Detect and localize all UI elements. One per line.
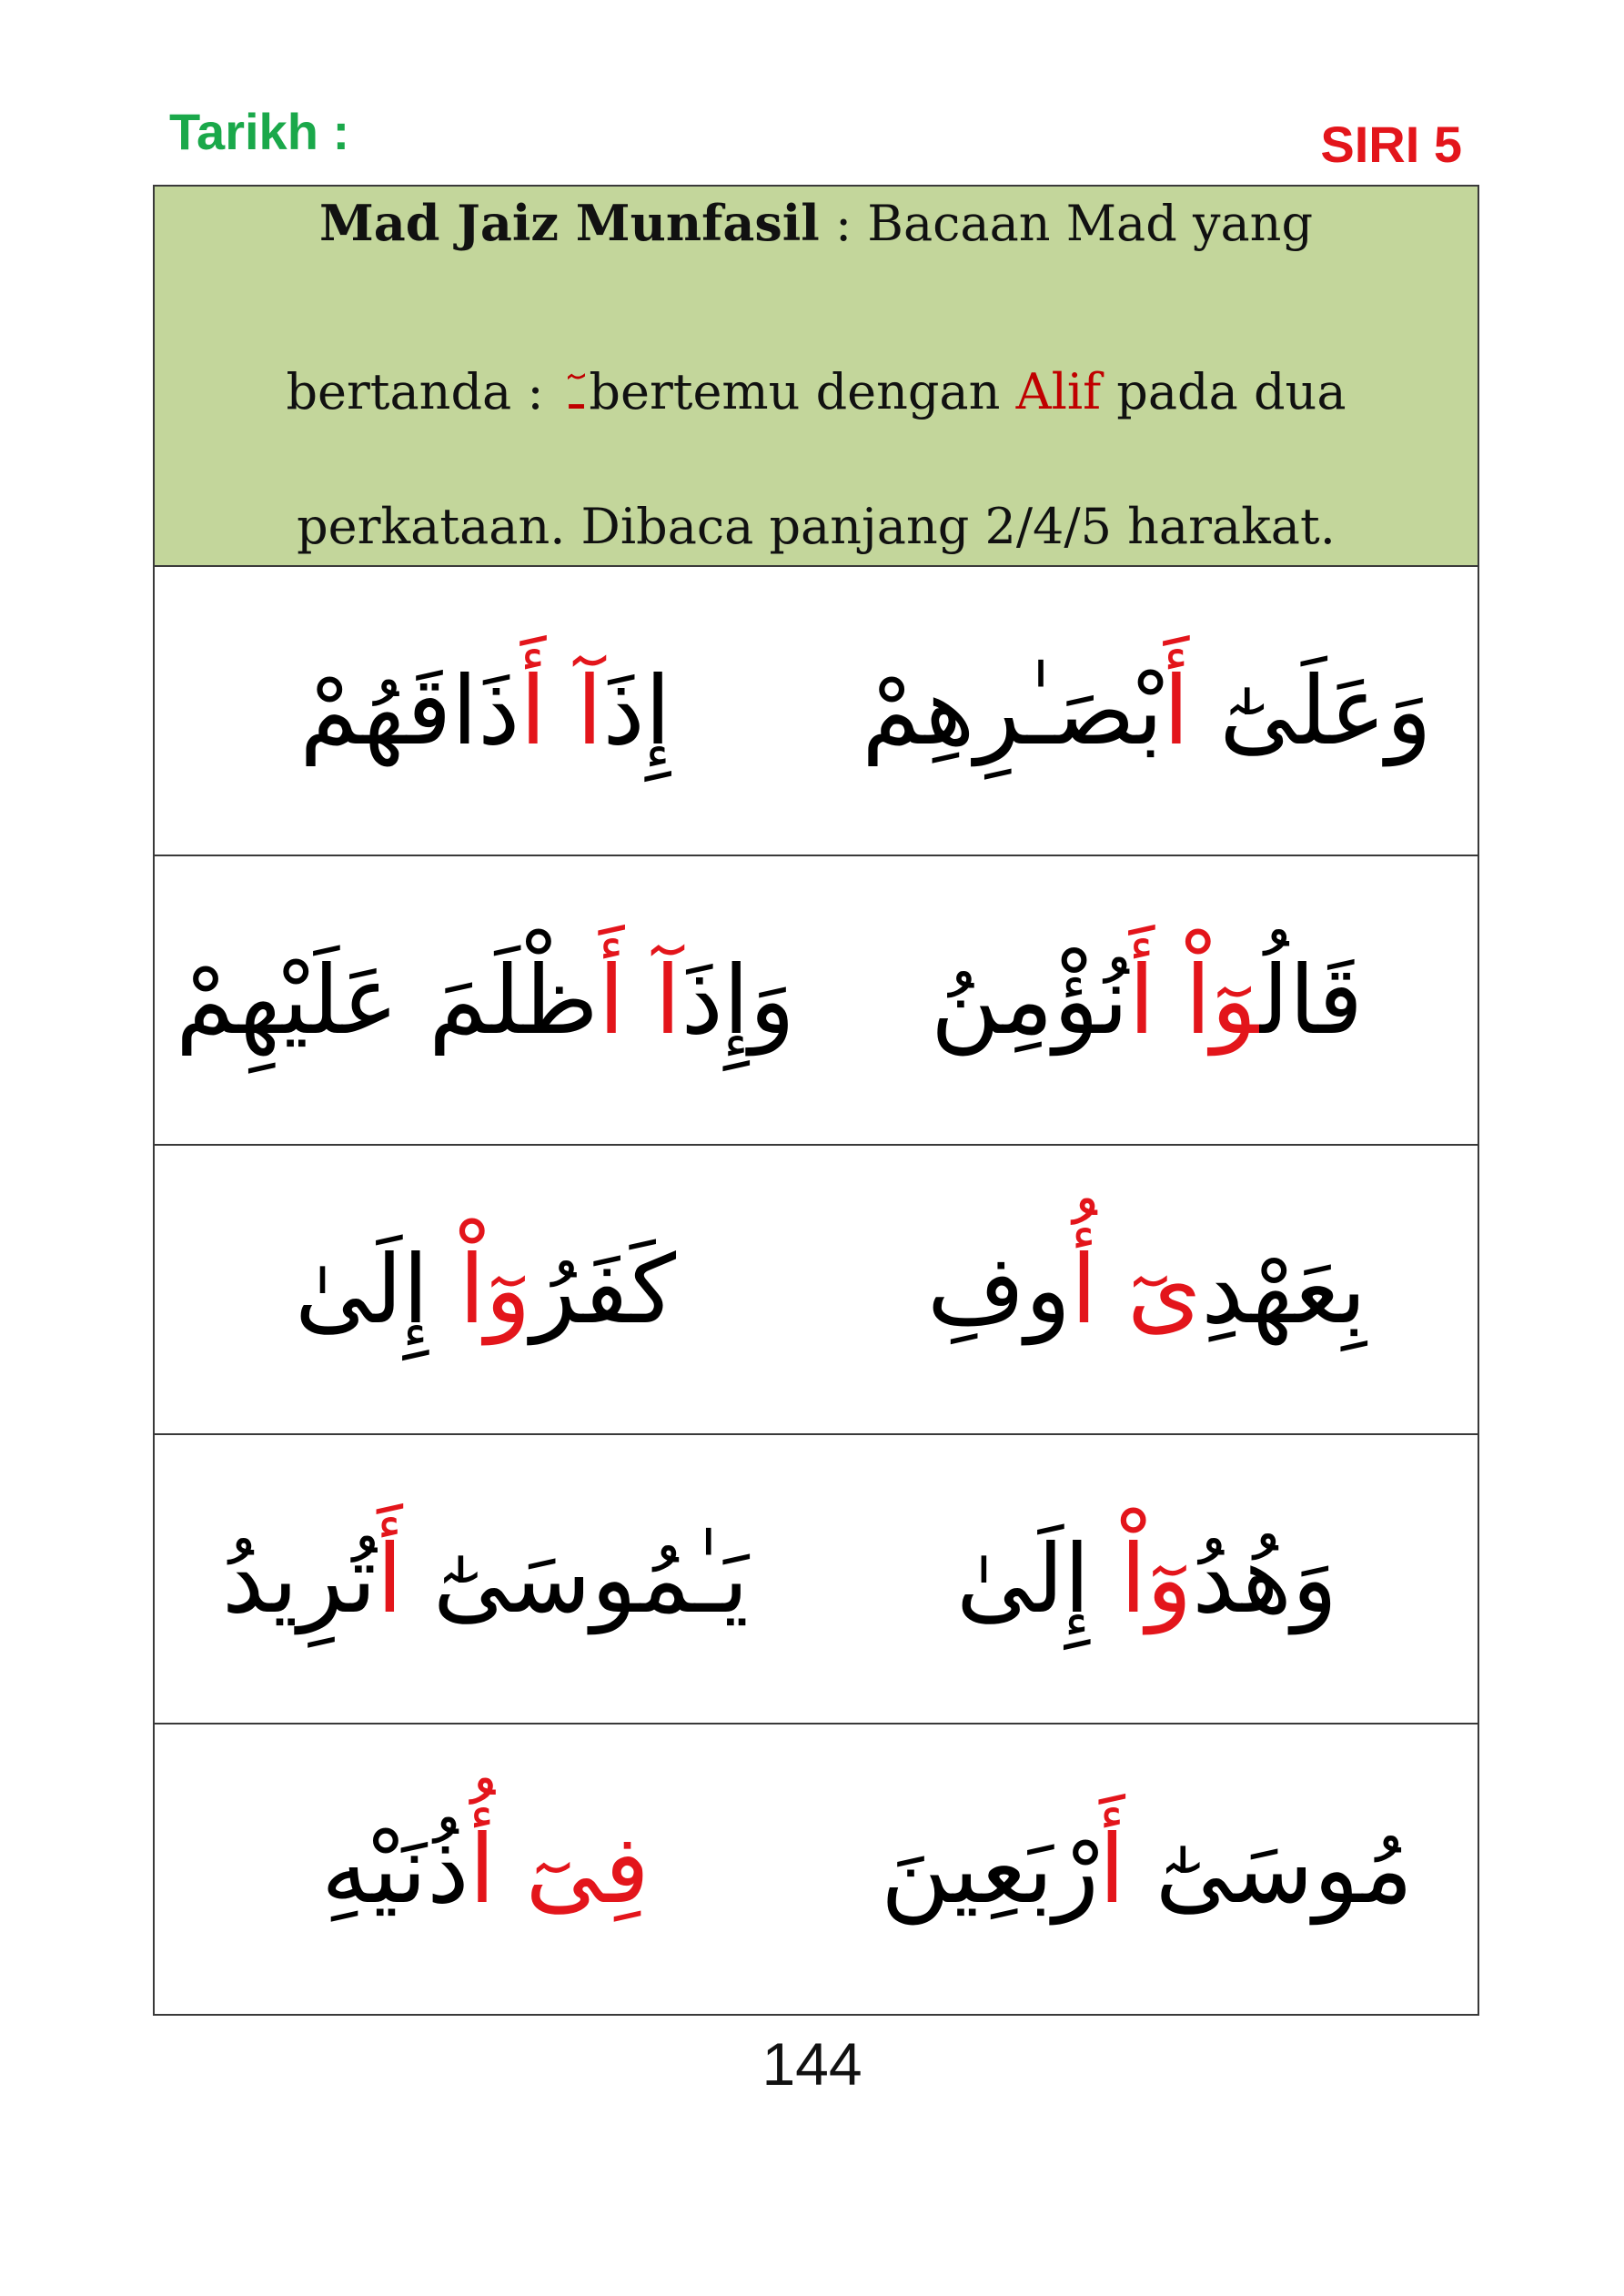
word-part: إِذَ <box>602 655 671 766</box>
example-right <box>816 945 1478 1056</box>
highlight-part: وٓاْ <box>459 1234 531 1345</box>
example-left <box>155 655 816 766</box>
word-part: إِلَىٰ <box>955 1523 1121 1634</box>
example-row <box>155 567 1478 856</box>
definition-line-3: perkataan. Dibaca panjang 2/4/5 harakat. <box>297 498 1336 555</box>
alif-highlight: Alif <box>1015 363 1102 420</box>
example-left <box>155 1523 816 1634</box>
word-part: إِلَىٰ <box>295 1234 459 1345</box>
example-right <box>816 1814 1478 1925</box>
highlight-part: أَ <box>1098 1814 1125 1925</box>
mad-mark-icon: ـٓ <box>569 363 584 420</box>
example-row <box>155 1435 1478 1725</box>
highlight-part: فِىٓ أُ <box>469 1814 650 1925</box>
definition-text: : Bacaan Mad yang <box>834 195 1314 252</box>
example-left <box>155 1234 816 1345</box>
example-row <box>155 856 1478 1146</box>
highlight-part: أَ <box>1163 655 1190 766</box>
example-left <box>155 1814 816 1925</box>
word-part: ذُنَيْهِ <box>321 1814 469 1925</box>
example-right <box>816 1234 1478 1345</box>
word-part: بْصَـٰرِهِمْ <box>862 655 1164 766</box>
word-part: نُؤْمِنُ <box>930 945 1129 1056</box>
highlight-part: آ أَ <box>519 655 603 766</box>
lesson-table <box>153 185 1479 2016</box>
word-part: قَالُ <box>1260 945 1364 1056</box>
word-part: تُرِيدُ <box>222 1523 377 1634</box>
definition-panel <box>155 187 1478 567</box>
definition-text: pada dua <box>1116 363 1347 420</box>
word-part: وفِ <box>926 1234 1071 1345</box>
word-part: يَـٰمُوسَىٰٓ <box>402 1523 749 1634</box>
highlight-part: أَ <box>376 1523 403 1634</box>
word-part: ذَاقَهُمْ <box>299 655 520 766</box>
word-part: بِعَهْدِ <box>1201 1234 1367 1345</box>
definition-line-1 <box>155 194 1478 252</box>
word-part: كَفَرُ <box>530 1234 676 1345</box>
series-label: SIRI 5 <box>1320 116 1462 173</box>
example-row <box>155 1146 1478 1435</box>
definition-text: bertanda : <box>286 363 544 420</box>
word-part: وَعَلَىٰٓ <box>1189 655 1432 766</box>
word-part: وَهُدُ <box>1192 1523 1338 1634</box>
term-title: Mad Jaiz Munfasil <box>318 194 820 252</box>
example-row <box>155 1725 1478 2014</box>
highlight-part: وٓاْ أَ <box>1128 945 1261 1056</box>
definition-text: bertemu dengan <box>589 363 1001 420</box>
word-part: وَإِذَ <box>681 945 795 1056</box>
definition-line-2 <box>155 363 1478 420</box>
tarikh-label: Tarikh : <box>169 103 350 160</box>
highlight-part: ىٓ أُ <box>1071 1234 1202 1345</box>
highlight-part: آ أَ <box>598 945 681 1056</box>
example-left <box>155 945 816 1056</box>
page-number: 144 <box>762 2030 862 2098</box>
word-part: مُوسَىٰٓ <box>1125 1814 1414 1925</box>
word-part: ظْلَمَ عَلَيْهِمْ <box>176 945 599 1056</box>
example-right <box>816 655 1478 766</box>
highlight-part: وٓاْ <box>1120 1523 1193 1634</box>
example-right <box>816 1523 1478 1634</box>
word-part: رْبَعِينَ <box>880 1814 1099 1925</box>
